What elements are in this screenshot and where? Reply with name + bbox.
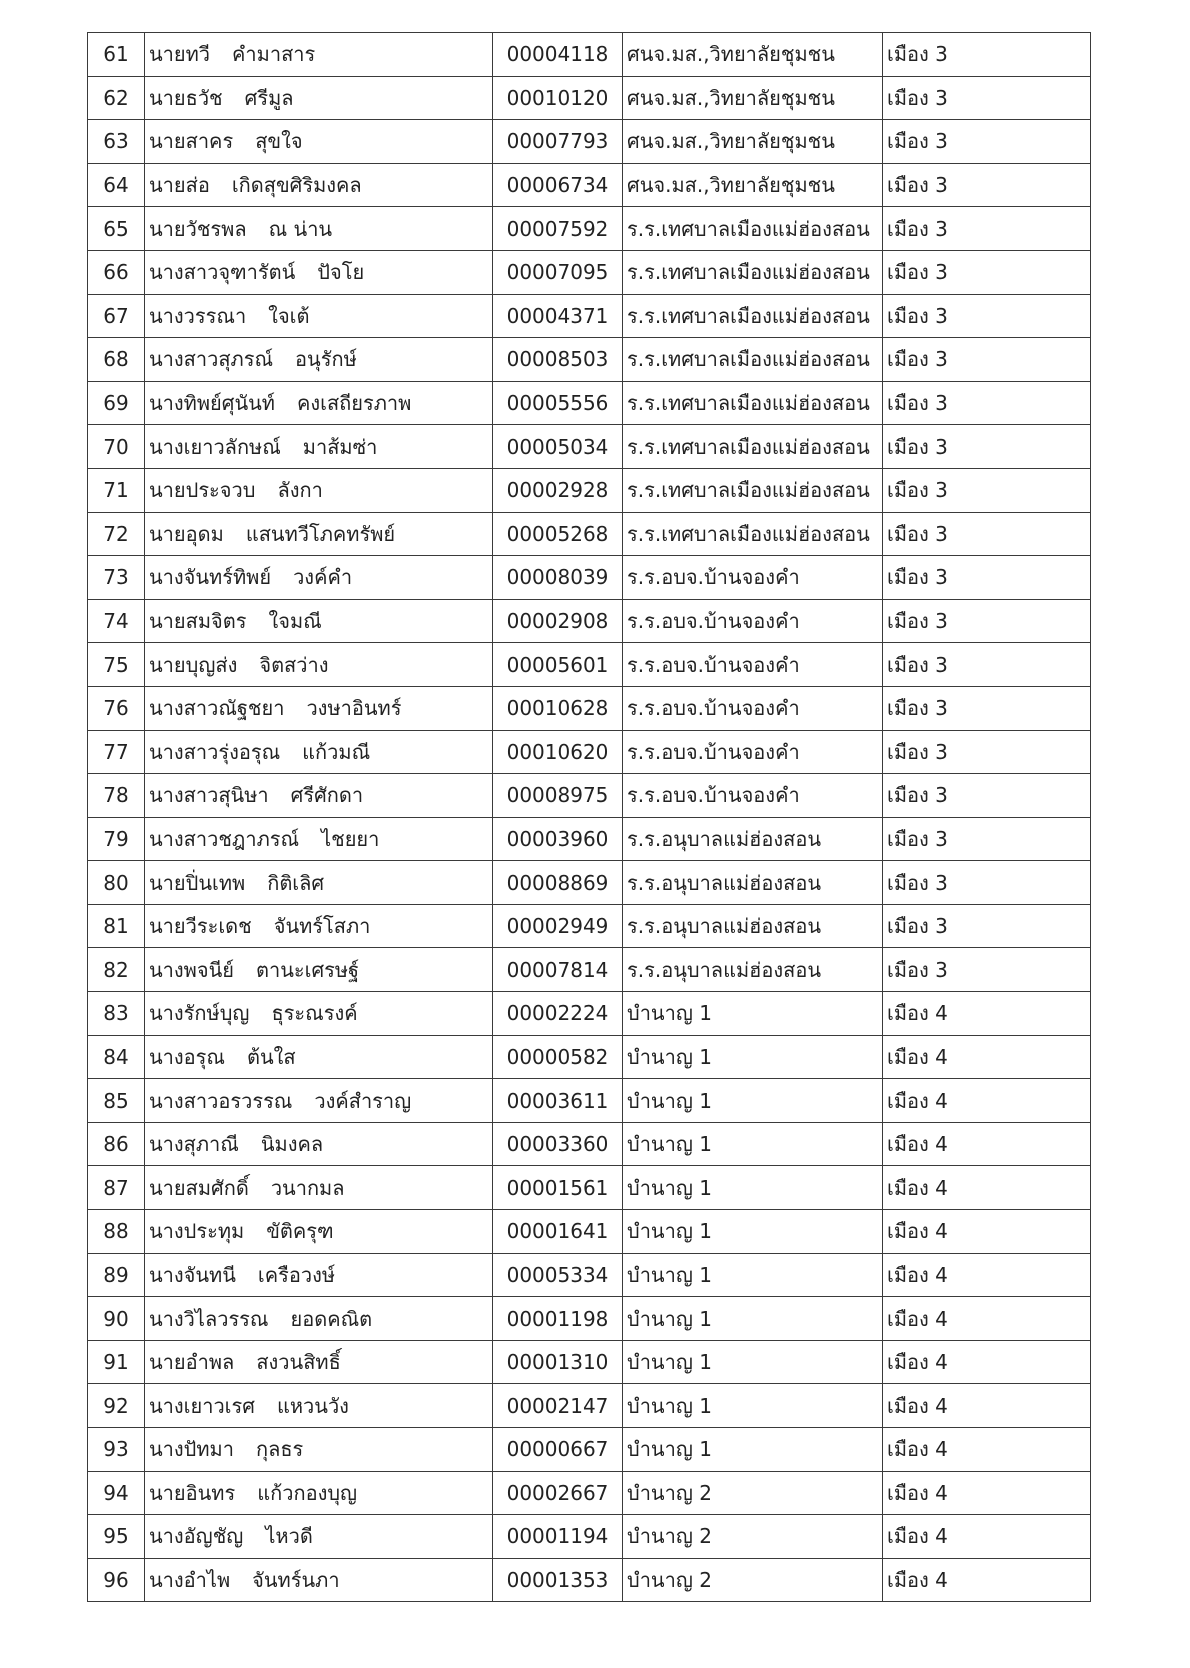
member-first-name: นายอุดม — [149, 521, 224, 546]
member-school: ร.ร.อนุบาลแม่ฮ่องสอน — [623, 948, 883, 992]
member-name — [145, 76, 493, 120]
row-number: 69 — [88, 381, 145, 425]
member-name — [145, 207, 493, 251]
row-number: 64 — [88, 163, 145, 207]
member-first-name: นางอรุณ — [149, 1044, 225, 1069]
row-number: 91 — [88, 1340, 145, 1384]
table-row — [88, 381, 1091, 425]
member-id: 00002949 — [493, 904, 623, 948]
member-area: เมือง 4 — [883, 1035, 1091, 1079]
member-school: บำนาญ 1 — [623, 1297, 883, 1341]
member-name — [145, 643, 493, 687]
member-first-name: นางทิพย์ศุนันท์ — [149, 391, 275, 416]
member-name — [145, 338, 493, 382]
member-id: 00002667 — [493, 1471, 623, 1515]
member-first-name: นางสาวรุ่งอรุณ — [149, 739, 281, 764]
row-number: 87 — [88, 1166, 145, 1210]
member-first-name: นางประทุม — [149, 1219, 245, 1244]
member-last-name: ใจเต้ — [268, 303, 310, 328]
member-name — [145, 1297, 493, 1341]
member-area: เมือง 3 — [883, 207, 1091, 251]
member-last-name: วนากมล — [270, 1175, 345, 1200]
member-id: 00000667 — [493, 1428, 623, 1472]
member-area: เมือง 4 — [883, 1558, 1091, 1602]
member-name — [145, 1471, 493, 1515]
member-school: ศนจ.มส.,วิทยาลัยชุมชน — [623, 120, 883, 164]
member-last-name: ยอดคณิต — [290, 1306, 373, 1331]
member-first-name: นายวีระเดช — [149, 914, 252, 939]
row-number: 90 — [88, 1297, 145, 1341]
row-number: 83 — [88, 992, 145, 1036]
member-list-sheet — [87, 32, 1090, 1602]
member-id: 00001353 — [493, 1558, 623, 1602]
member-school: ร.ร.อบจ.บ้านจองคำ — [623, 686, 883, 730]
member-name — [145, 1340, 493, 1384]
member-school: บำนาญ 1 — [623, 1384, 883, 1428]
table-row — [88, 861, 1091, 905]
member-last-name: ศรีมูล — [244, 85, 294, 110]
member-id: 00002908 — [493, 599, 623, 643]
member-first-name: นายสมจิตร — [149, 609, 247, 634]
member-school: ร.ร.อบจ.บ้านจองคำ — [623, 643, 883, 687]
member-first-name: นางอัญชัญ — [149, 1524, 244, 1549]
member-area: เมือง 3 — [883, 76, 1091, 120]
table-row — [88, 1079, 1091, 1123]
member-first-name: นางวรรณา — [149, 303, 247, 328]
member-id: 00003611 — [493, 1079, 623, 1123]
member-last-name: ศรีศักดา — [290, 783, 364, 808]
member-area: เมือง 4 — [883, 1253, 1091, 1297]
member-name — [145, 512, 493, 556]
member-id: 00001194 — [493, 1515, 623, 1559]
member-first-name: นางวิไลวรรณ — [149, 1306, 269, 1331]
row-number: 79 — [88, 817, 145, 861]
member-school: ร.ร.อบจ.บ้านจองคำ — [623, 556, 883, 600]
member-school: ร.ร.เทศบาลเมืองแม่ฮ่องสอน — [623, 207, 883, 251]
table-row — [88, 207, 1091, 251]
table-row — [88, 1428, 1091, 1472]
member-school: บำนาญ 1 — [623, 1210, 883, 1254]
table-row — [88, 468, 1091, 512]
member-area: เมือง 3 — [883, 774, 1091, 818]
table-row — [88, 599, 1091, 643]
member-id: 00007814 — [493, 948, 623, 992]
member-school: บำนาญ 1 — [623, 992, 883, 1036]
member-id: 00006734 — [493, 163, 623, 207]
member-last-name: วงค์คำ — [293, 565, 353, 590]
table-row — [88, 643, 1091, 687]
member-name — [145, 861, 493, 905]
member-last-name: แก้วมณี — [302, 739, 371, 764]
member-name — [145, 904, 493, 948]
member-name — [145, 294, 493, 338]
member-school: บำนาญ 1 — [623, 1122, 883, 1166]
member-id: 00005556 — [493, 381, 623, 425]
row-number: 68 — [88, 338, 145, 382]
row-number: 78 — [88, 774, 145, 818]
member-first-name: นางเยาวลักษณ์ — [149, 434, 281, 459]
member-area: เมือง 3 — [883, 338, 1091, 382]
member-school: บำนาญ 1 — [623, 1166, 883, 1210]
member-last-name: สุขใจ — [255, 129, 303, 154]
member-id: 00008039 — [493, 556, 623, 600]
member-area: เมือง 4 — [883, 1166, 1091, 1210]
member-first-name: นางรักษ์บุญ — [149, 1001, 250, 1026]
row-number: 71 — [88, 468, 145, 512]
row-number: 75 — [88, 643, 145, 687]
table-row — [88, 250, 1091, 294]
member-school: ร.ร.เทศบาลเมืองแม่ฮ่องสอน — [623, 512, 883, 556]
table-row — [88, 1297, 1091, 1341]
table-row — [88, 1340, 1091, 1384]
table-row — [88, 1471, 1091, 1515]
member-last-name: ไชยยา — [321, 826, 380, 851]
member-area: เมือง 3 — [883, 686, 1091, 730]
member-last-name: จันทร์โสภา — [273, 914, 371, 939]
member-area: เมือง 4 — [883, 1210, 1091, 1254]
member-id: 00004118 — [493, 33, 623, 77]
member-last-name: กุลธร — [255, 1437, 304, 1462]
member-first-name: นายสมศักดิ์ — [149, 1175, 249, 1200]
member-last-name: เครือวงษ์ — [257, 1262, 336, 1287]
row-number: 70 — [88, 425, 145, 469]
member-name — [145, 599, 493, 643]
member-id: 00010628 — [493, 686, 623, 730]
table-row — [88, 338, 1091, 382]
table-row — [88, 1122, 1091, 1166]
member-school: ร.ร.เทศบาลเมืองแม่ฮ่องสอน — [623, 381, 883, 425]
row-number: 76 — [88, 686, 145, 730]
member-school: บำนาญ 2 — [623, 1471, 883, 1515]
member-name — [145, 730, 493, 774]
row-number: 92 — [88, 1384, 145, 1428]
member-area: เมือง 4 — [883, 1297, 1091, 1341]
member-area: เมือง 3 — [883, 948, 1091, 992]
member-school: ร.ร.เทศบาลเมืองแม่ฮ่องสอน — [623, 425, 883, 469]
member-last-name: ปัจโย — [317, 260, 365, 285]
member-id: 00004371 — [493, 294, 623, 338]
member-name — [145, 948, 493, 992]
table-row — [88, 425, 1091, 469]
member-area: เมือง 3 — [883, 163, 1091, 207]
member-last-name: คงเสถียรภาพ — [296, 391, 412, 416]
member-last-name: ธุระณรงค์ — [271, 1001, 358, 1026]
member-school: ศนจ.มส.,วิทยาลัยชุมชน — [623, 33, 883, 77]
member-school: ร.ร.อบจ.บ้านจองคำ — [623, 730, 883, 774]
member-school: ศนจ.มส.,วิทยาลัยชุมชน — [623, 163, 883, 207]
member-name — [145, 425, 493, 469]
member-last-name: ไหวดี — [265, 1524, 313, 1549]
row-number: 72 — [88, 512, 145, 556]
member-first-name: นางอำไพ — [149, 1568, 231, 1593]
member-area: เมือง 3 — [883, 250, 1091, 294]
row-number: 88 — [88, 1210, 145, 1254]
member-first-name: นางพจนีย์ — [149, 957, 234, 982]
member-id: 00001641 — [493, 1210, 623, 1254]
member-last-name: จันทร์นภา — [252, 1568, 340, 1593]
member-name — [145, 381, 493, 425]
member-id: 00005334 — [493, 1253, 623, 1297]
member-area: เมือง 4 — [883, 992, 1091, 1036]
member-first-name: นางเยาวเรศ — [149, 1393, 255, 1418]
member-area: เมือง 3 — [883, 294, 1091, 338]
member-name — [145, 163, 493, 207]
member-school: ร.ร.เทศบาลเมืองแม่ฮ่องสอน — [623, 468, 883, 512]
member-last-name: แสนทวีโภคทรัพย์ — [245, 521, 396, 546]
member-area: เมือง 3 — [883, 381, 1091, 425]
member-first-name: นายบุญส่ง — [149, 652, 238, 677]
member-id: 00001198 — [493, 1297, 623, 1341]
member-area: เมือง 3 — [883, 817, 1091, 861]
member-table-body — [88, 33, 1091, 1602]
member-first-name: นางสาวณัฐชยา — [149, 696, 285, 721]
row-number: 62 — [88, 76, 145, 120]
table-row — [88, 1384, 1091, 1428]
row-number: 61 — [88, 33, 145, 77]
table-row — [88, 817, 1091, 861]
member-name — [145, 1079, 493, 1123]
member-first-name: นายอำพล — [149, 1350, 235, 1375]
member-name — [145, 1210, 493, 1254]
row-number: 77 — [88, 730, 145, 774]
member-id: 00005034 — [493, 425, 623, 469]
member-first-name: นางปัทมา — [149, 1437, 234, 1462]
member-name — [145, 817, 493, 861]
table-row — [88, 1166, 1091, 1210]
member-school: บำนาญ 2 — [623, 1515, 883, 1559]
table-row — [88, 992, 1091, 1036]
member-area: เมือง 3 — [883, 120, 1091, 164]
row-number: 67 — [88, 294, 145, 338]
member-school: ร.ร.เทศบาลเมืองแม่ฮ่องสอน — [623, 338, 883, 382]
member-first-name: นายประจวบ — [149, 478, 256, 503]
member-last-name: ณ น่าน — [268, 216, 333, 241]
table-row — [88, 904, 1091, 948]
member-last-name: จิตสว่าง — [259, 652, 329, 677]
table-row — [88, 1035, 1091, 1079]
member-school: ศนจ.มส.,วิทยาลัยชุมชน — [623, 76, 883, 120]
member-school: ร.ร.อนุบาลแม่ฮ่องสอน — [623, 817, 883, 861]
member-area: เมือง 3 — [883, 33, 1091, 77]
member-id: 00003960 — [493, 817, 623, 861]
member-first-name: นายทวี — [149, 42, 211, 67]
member-name — [145, 1384, 493, 1428]
member-area: เมือง 3 — [883, 861, 1091, 905]
member-first-name: นายส่อ — [149, 173, 210, 198]
member-first-name: นายอินทร — [149, 1480, 236, 1505]
member-first-name: นางสุภาณี — [149, 1132, 239, 1157]
member-last-name: กิติเลิศ — [267, 870, 325, 895]
member-area: เมือง 3 — [883, 425, 1091, 469]
member-school: ร.ร.อนุบาลแม่ฮ่องสอน — [623, 861, 883, 905]
member-school: ร.ร.อบจ.บ้านจองคำ — [623, 774, 883, 818]
row-number: 82 — [88, 948, 145, 992]
member-area: เมือง 4 — [883, 1428, 1091, 1472]
member-first-name: นายสาคร — [149, 129, 234, 154]
row-number: 84 — [88, 1035, 145, 1079]
member-last-name: ต้นใส — [246, 1044, 296, 1069]
table-row — [88, 33, 1091, 77]
member-last-name: ลังกา — [277, 478, 323, 503]
member-school: บำนาญ 2 — [623, 1558, 883, 1602]
member-first-name: นายปิ่นเทพ — [149, 870, 246, 895]
member-id: 00005601 — [493, 643, 623, 687]
member-school: บำนาญ 1 — [623, 1253, 883, 1297]
member-area: เมือง 4 — [883, 1340, 1091, 1384]
member-area: เมือง 4 — [883, 1471, 1091, 1515]
member-school: บำนาญ 1 — [623, 1079, 883, 1123]
member-last-name: ขัติครุฑ — [266, 1219, 334, 1244]
member-id: 00010120 — [493, 76, 623, 120]
member-id: 00010620 — [493, 730, 623, 774]
row-number: 66 — [88, 250, 145, 294]
member-id: 00008869 — [493, 861, 623, 905]
member-last-name: อนุรักษ์ — [295, 347, 357, 372]
member-name — [145, 1253, 493, 1297]
row-number: 85 — [88, 1079, 145, 1123]
member-last-name: ใจมณี — [268, 609, 322, 634]
member-area: เมือง 4 — [883, 1384, 1091, 1428]
member-name — [145, 1035, 493, 1079]
member-id: 00008975 — [493, 774, 623, 818]
member-school: ร.ร.อนุบาลแม่ฮ่องสอน — [623, 904, 883, 948]
row-number: 80 — [88, 861, 145, 905]
member-last-name: นิมงคล — [260, 1132, 324, 1157]
member-name — [145, 1166, 493, 1210]
member-id: 00001310 — [493, 1340, 623, 1384]
row-number: 89 — [88, 1253, 145, 1297]
member-name — [145, 556, 493, 600]
member-area: เมือง 3 — [883, 512, 1091, 556]
table-row — [88, 1515, 1091, 1559]
member-first-name: นางสาวอรวรรณ — [149, 1088, 293, 1113]
member-name — [145, 1558, 493, 1602]
member-name — [145, 992, 493, 1036]
row-number: 73 — [88, 556, 145, 600]
member-last-name: มาส้มซ่า — [302, 434, 378, 459]
member-id: 00005268 — [493, 512, 623, 556]
member-last-name: ตานะเศรษฐ์ — [255, 957, 360, 982]
table-row — [88, 556, 1091, 600]
row-number: 96 — [88, 1558, 145, 1602]
member-area: เมือง 4 — [883, 1079, 1091, 1123]
member-name — [145, 1515, 493, 1559]
member-id: 00000582 — [493, 1035, 623, 1079]
member-name — [145, 120, 493, 164]
table-row — [88, 1558, 1091, 1602]
row-number: 94 — [88, 1471, 145, 1515]
row-number: 74 — [88, 599, 145, 643]
member-name — [145, 774, 493, 818]
table-row — [88, 1253, 1091, 1297]
member-id: 00002224 — [493, 992, 623, 1036]
table-row — [88, 163, 1091, 207]
member-school: บำนาญ 1 — [623, 1035, 883, 1079]
member-area: เมือง 4 — [883, 1515, 1091, 1559]
table-row — [88, 76, 1091, 120]
member-id: 00007095 — [493, 250, 623, 294]
member-first-name: นายธวัช — [149, 85, 223, 110]
member-last-name: สงวนสิทธิ์ — [256, 1350, 341, 1375]
member-last-name: วงษาอินทร์ — [306, 696, 402, 721]
member-name — [145, 686, 493, 730]
member-last-name: คำมาสาร — [232, 42, 316, 67]
member-name — [145, 468, 493, 512]
table-row — [88, 730, 1091, 774]
member-last-name: แหวนวัง — [276, 1393, 349, 1418]
member-school: ร.ร.อบจ.บ้านจองคำ — [623, 599, 883, 643]
member-id: 00007793 — [493, 120, 623, 164]
member-name — [145, 1428, 493, 1472]
table-row — [88, 120, 1091, 164]
member-school: บำนาญ 1 — [623, 1428, 883, 1472]
member-area: เมือง 3 — [883, 643, 1091, 687]
member-school: ร.ร.เทศบาลเมืองแม่ฮ่องสอน — [623, 294, 883, 338]
member-id: 00002147 — [493, 1384, 623, 1428]
member-last-name: เกิดสุขศิริมงคล — [231, 173, 362, 198]
row-number: 65 — [88, 207, 145, 251]
member-id: 00001561 — [493, 1166, 623, 1210]
member-area: เมือง 3 — [883, 599, 1091, 643]
member-first-name: นางสาวจุฑารัตน์ — [149, 260, 296, 285]
table-row — [88, 294, 1091, 338]
table-row — [88, 774, 1091, 818]
table-row — [88, 948, 1091, 992]
member-id: 00008503 — [493, 338, 623, 382]
member-school: ร.ร.เทศบาลเมืองแม่ฮ่องสอน — [623, 250, 883, 294]
member-school: บำนาญ 1 — [623, 1340, 883, 1384]
member-name — [145, 33, 493, 77]
member-area: เมือง 3 — [883, 468, 1091, 512]
member-table — [87, 32, 1091, 1602]
member-first-name: นายวัชรพล — [149, 216, 247, 241]
member-first-name: นางจันทร์ทิพย์ — [149, 565, 272, 590]
member-name — [145, 1122, 493, 1166]
member-last-name: วงค์สำราญ — [314, 1088, 412, 1113]
member-id: 00003360 — [493, 1122, 623, 1166]
member-area: เมือง 3 — [883, 730, 1091, 774]
member-first-name: นางสาวสุภรณ์ — [149, 347, 274, 372]
member-first-name: นางสาวชฎาภรณ์ — [149, 826, 300, 851]
member-id: 00007592 — [493, 207, 623, 251]
member-first-name: นางจันทนี — [149, 1262, 236, 1287]
table-row — [88, 512, 1091, 556]
member-last-name: แก้วกองบุญ — [257, 1480, 358, 1505]
row-number: 63 — [88, 120, 145, 164]
member-area: เมือง 4 — [883, 1122, 1091, 1166]
row-number: 86 — [88, 1122, 145, 1166]
member-area: เมือง 3 — [883, 556, 1091, 600]
table-row — [88, 686, 1091, 730]
member-id: 00002928 — [493, 468, 623, 512]
row-number: 93 — [88, 1428, 145, 1472]
member-name — [145, 250, 493, 294]
table-row — [88, 1210, 1091, 1254]
member-first-name: นางสาวสุนิษา — [149, 783, 269, 808]
row-number: 81 — [88, 904, 145, 948]
row-number: 95 — [88, 1515, 145, 1559]
member-area: เมือง 3 — [883, 904, 1091, 948]
